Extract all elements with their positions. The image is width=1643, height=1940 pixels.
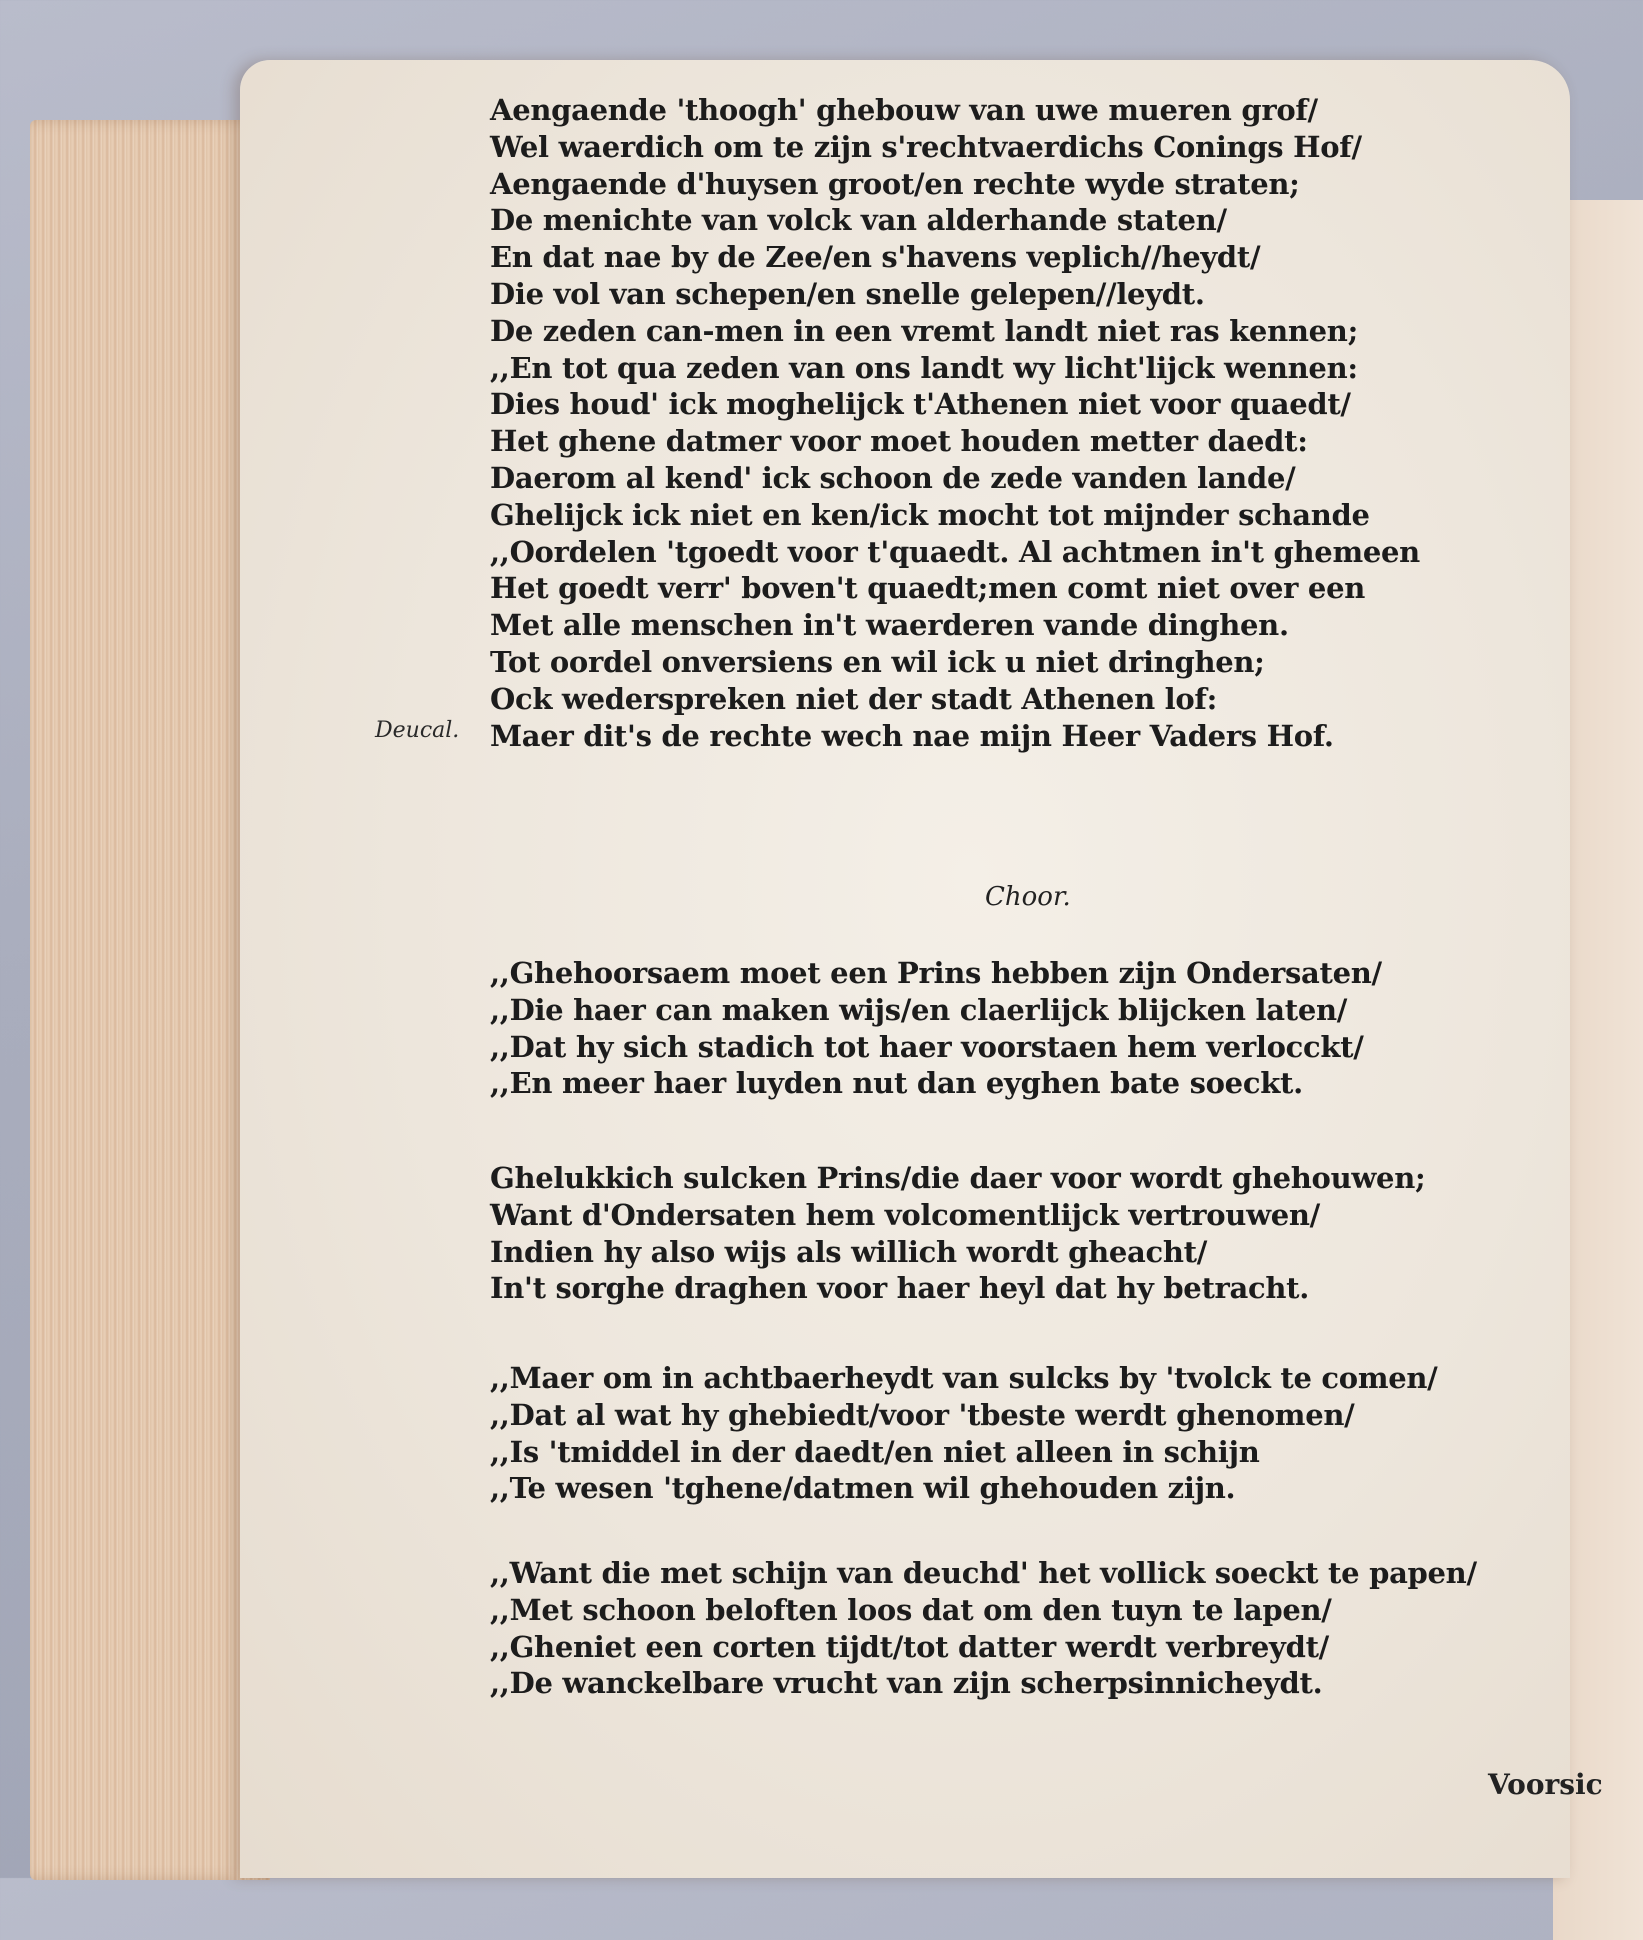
verse-line: Aengaende d'huysen groot/en rechte wyde straten;	[490, 166, 1300, 201]
verse-line: ,,Te wesen 'tghene/datmen wil ghehouden zijn.	[490, 1471, 1236, 1506]
verse-line: ,,Met schoon beloften loos dat om den tuyn te lapen/	[490, 1592, 1332, 1627]
verse-line: Daerom al kend' ick schoon de zede vanden lande/	[490, 460, 1296, 495]
verse-line: Tot oordel onversiens en wil ick u niet dringhen;	[490, 644, 1265, 679]
verse-line: Ghelukkich sulcken Prins/die daer voor wordt ghehouwen;	[490, 1161, 1426, 1195]
verse-line: De zeden can-men in een vremt landt niet ras kennen;	[490, 313, 1358, 348]
stanza-1	[490, 955, 1570, 1102]
verse-line: In't sorghe draghen voor haer heyl dat hy betracht.	[490, 1271, 1310, 1306]
page-edges	[30, 120, 270, 1880]
verse-line: ,,Gheniet een corten tijdt/tot datter werdt verbreydt/	[490, 1629, 1329, 1664]
verse-line: Dies houd' ick moghelijck t'Athenen niet voor quaedt/	[490, 387, 1351, 422]
section-heading: Choor.	[985, 882, 1071, 912]
stanza-2	[490, 1160, 1570, 1307]
verse-line: Indien hy also wijs als willich wordt gheacht/	[490, 1234, 1208, 1269]
verse-line: Het goedt verr' boven't quaedt;men comt niet over een	[490, 571, 1366, 606]
verse-line: ,,De wanckelbare vrucht van zijn scherpsinnicheydt.	[490, 1666, 1323, 1701]
verse-line: Want d'Ondersaten hem volcomentlijck vertrouwen/	[490, 1197, 1320, 1232]
verse-line: ,,Dat al wat hy ghebiedt/voor 'tbeste werdt ghenomen/	[490, 1397, 1355, 1432]
verse-line: Met alle menschen in't waerderen vande dinghen.	[490, 608, 1289, 643]
verse-line: ,,En tot qua zeden van ons landt wy licht'lijck wennen:	[490, 350, 1358, 385]
verse-line: ,,Is 'tmiddel in der daedt/en niet alleen in schijn	[490, 1434, 1260, 1469]
verse-line: ,,Die haer can maken wijs/en claerlijck blijcken laten/	[490, 992, 1348, 1027]
verse-line: Ock wederspreken niet der stadt Athenen lof:	[490, 681, 1217, 716]
stanza-3	[490, 1360, 1570, 1507]
verse-line: ,,Oordelen 'tgoedt voor t'quaedt. Al achtmen in't ghemeen	[490, 534, 1420, 569]
stanza-4	[490, 1555, 1570, 1702]
catchword: Voorsic	[1488, 1768, 1603, 1801]
verse-line: Ghelijck ick niet en ken/ick mocht tot mijnder schande	[490, 497, 1370, 532]
verse-line: En dat nae by de Zee/en s'havens veplich//heydt/	[490, 240, 1261, 275]
verse-line: Wel waerdich om te zijn s'rechtvaerdichs Conings Hof/	[490, 129, 1362, 164]
verse-line: Maer dit's de rechte wech nae mijn Heer Vaders Hof.	[490, 718, 1334, 753]
verse-line: De menichte van volck van alderhande staten/	[490, 203, 1227, 238]
verse-line: Het ghene datmer voor moet houden metter daedt:	[490, 424, 1308, 459]
verse-line: Die vol van schepen/en snelle gelepen//leydt.	[490, 276, 1205, 311]
verse-line: ,,Want die met schijn van deuchd' het vollick soeckt te papen/	[490, 1556, 1477, 1590]
speaker-label: Deucal.	[375, 718, 460, 743]
verse-line: ,,En meer haer luyden nut dan eyghen bate soeckt.	[490, 1066, 1303, 1101]
verse-line: ,,Ghehoorsaem moet een Prins hebben zijn Ondersaten/	[490, 956, 1382, 990]
verse-top	[490, 92, 1550, 754]
verse-line: ,,Maer om in achtbaerheydt van sulcks by 'tvolck te comen/	[490, 1361, 1438, 1395]
verse-line: ,,Dat hy sich stadich tot haer voorstaen hem verlocckt/	[490, 1029, 1364, 1064]
verse-line: Aengaende 'thoogh' ghebouw van uwe mueren grof/	[490, 93, 1318, 127]
